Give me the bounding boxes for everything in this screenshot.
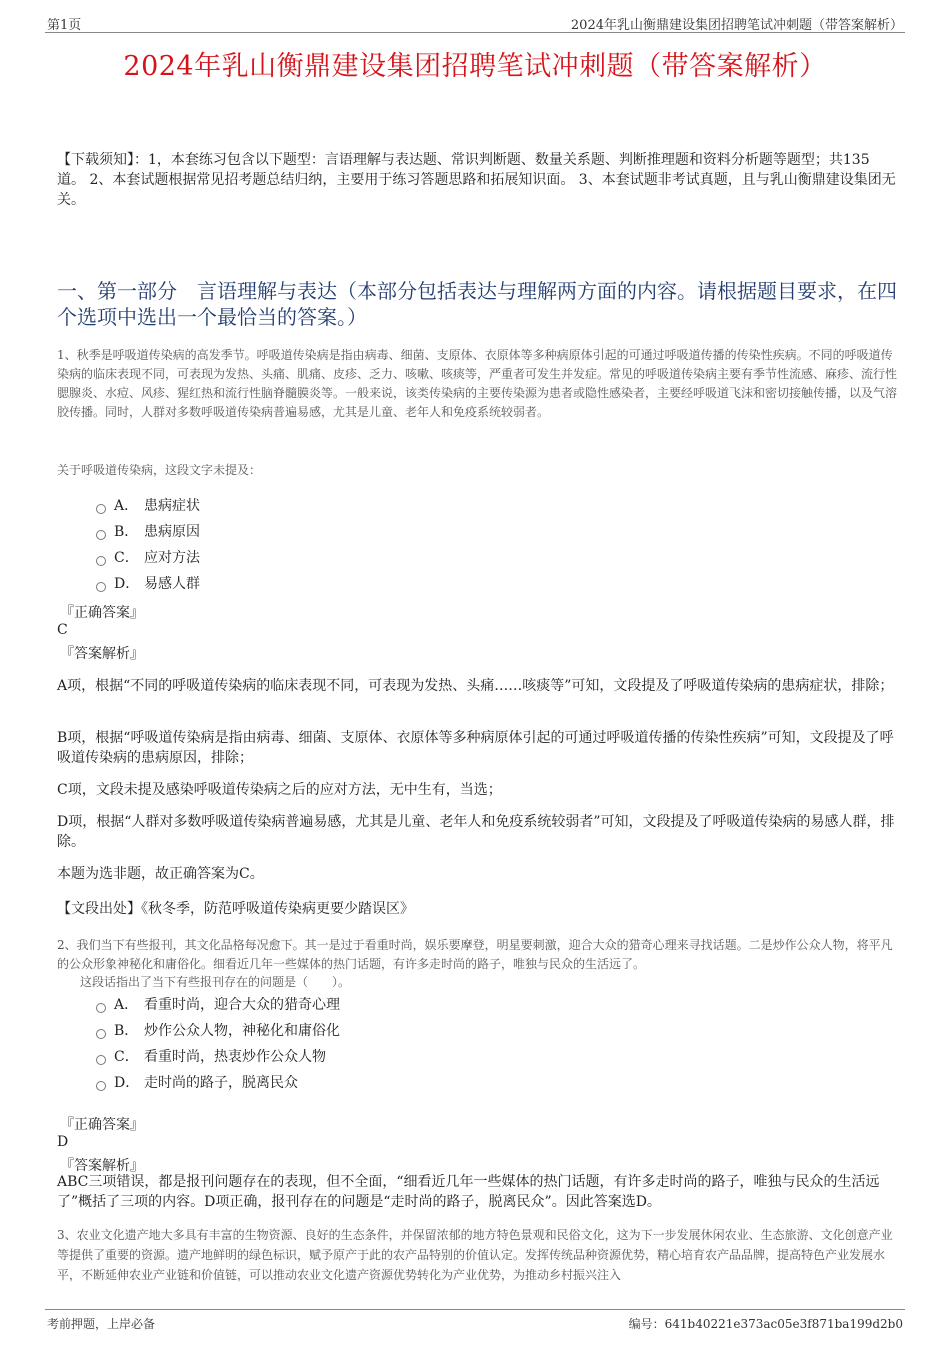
radio-icon[interactable] — [96, 556, 106, 566]
option-letter: C． — [114, 550, 139, 566]
question-1-prompt: 关于呼吸道传染病，这段文字未提及： — [57, 463, 262, 477]
correct-answer-label: 『正确答案』 — [60, 605, 144, 621]
option-text: 走时尚的路子，脱离民众 — [144, 1075, 298, 1091]
document-id: 编号：641b40221e373ac05e3f871ba199d2b0 — [628, 1317, 903, 1331]
option-letter: A． — [114, 997, 139, 1013]
page-number: 第1页 — [47, 18, 82, 33]
option-b[interactable] — [96, 519, 200, 545]
radio-icon[interactable] — [96, 530, 106, 540]
radio-icon[interactable] — [96, 1003, 106, 1013]
document-title: 2024年乳山衡鼎建设集团招聘笔试冲刺题（带答案解析） — [123, 51, 827, 82]
option-letter: D． — [114, 1075, 140, 1091]
running-header-title: 2024年乳山衡鼎建设集团招聘笔试冲刺题（带答案解析） — [570, 18, 903, 33]
correct-answer-value: C — [57, 622, 68, 638]
question-3-text: 3、农业文化遗产地大多具有丰富的生物资源、良好的生态条件，并保留浓郁的地方特色景观和民俗文化，这为下一步发展休闲农业、生态旅游、文化创意产业等提供了重要的资源。遗产地鲜明的绿色标识，赋予原产于此的农产品特别的价值认定。发挥传统品种资源优势，精心培育农产品品牌，提高特色产业发展水平，不断延伸农业产业链和价值链，可以推动农业文化遗产资源优势转化为产业优势，为推动乡村振兴注入 — [57, 1228, 893, 1282]
passage-source: 【文段出处】《秋冬季，防范呼吸道传染病更要少踏误区》 — [57, 901, 414, 917]
option-letter: D． — [114, 576, 140, 592]
question-2-text: 2、我们当下有些报刊，其文化品格每况愈下。其一是过于看重时尚，娱乐要摩登，明星要刺激，迎合大众的猎奇心理来寻找话题。二是炒作公众人物，将平凡的公众形象神秘化和庸俗化。细看近几年一些媒体的热门话题，有许多走时尚的路子，唯独与民众的生活远了。 — [57, 938, 893, 971]
option-letter: A． — [114, 498, 139, 514]
header-divider — [45, 32, 905, 33]
analysis-paragraph: D项，根据“人群对多数呼吸道传染病普遍易感，尤其是儿童、老年人和免疫系统较弱者”可知，文段提及了呼吸道传染病的易感人群，排除。 — [57, 814, 895, 850]
option-text: 看重时尚，热衷炒作公众人物 — [144, 1049, 326, 1065]
correct-answer-label: 『正确答案』 — [60, 1117, 144, 1133]
radio-icon[interactable] — [96, 582, 106, 592]
correct-answer-value: D — [57, 1134, 69, 1150]
option-b[interactable] — [96, 1018, 340, 1044]
option-text: 炒作公众人物，神秘化和庸俗化 — [144, 1023, 340, 1039]
option-letter: B． — [114, 524, 139, 540]
question-1-text: 1、秋季是呼吸道传染病的高发季节。呼吸道传染病是指由病毒、细菌、支原体、衣原体等多种病原体引起的可通过呼吸道传播的传染性疾病。不同的呼吸道传染病的临床表现不同，可表现为发热、头痛、肌痛、皮疹、乏力、咳嗽、咳痰等，严重者可发生并发症。常见的呼吸道传染病主要有季节性流感、麻疹、流行性腮腺炎、水痘、风疹、猩红热和流行性脑脊髓膜炎等。一般来说，该类传染病的主要传染源为患者或隐性感染者，主要经呼吸道飞沫和密切接触传播，以及气溶胶传播。同时，人群对多数呼吸道传染病普遍易感，尤其是儿童、老年人和免疫系统较弱者。 — [57, 348, 898, 419]
option-text: 患病原因 — [144, 524, 200, 540]
option-a[interactable] — [96, 992, 340, 1018]
radio-icon[interactable] — [96, 504, 106, 514]
analysis-conclusion: 本题为选非题，故正确答案为C。 — [57, 866, 264, 882]
footer-divider — [45, 1309, 905, 1310]
option-d[interactable] — [96, 1070, 340, 1096]
analysis-paragraph: ABC三项错误，都是报刊问题存在的表现，但不全面，“细看近几年一些媒体的热门话题，有许多走时尚的路子，唯独与民众的生活远了”概括了三项的内容。D项正确，报刊存在的问题是“走时尚的路子，脱离民众”。因此答案选D。 — [57, 1174, 880, 1210]
option-text: 应对方法 — [144, 550, 200, 566]
footer-slogan: 考前押题，上岸必备 — [47, 1317, 156, 1331]
option-text: 看重时尚，迎合大众的猎奇心理 — [144, 997, 340, 1013]
analysis-paragraph: C项，文段未提及感染呼吸道传染病之后的应对方法，无中生有，当选； — [57, 782, 502, 798]
radio-icon[interactable] — [96, 1029, 106, 1039]
analysis-paragraph: B项，根据“呼吸道传染病是指由病毒、细菌、支原体、衣原体等多种病原体引起的可通过呼吸道传播的传染性疾病”可知，文段提及了呼吸道传染病的患病原因，排除； — [57, 730, 894, 766]
option-letter: C． — [114, 1049, 139, 1065]
analysis-label: 『答案解析』 — [60, 1158, 144, 1174]
option-d[interactable] — [96, 571, 200, 597]
question-2-options — [96, 992, 340, 1096]
radio-icon[interactable] — [96, 1081, 106, 1091]
analysis-paragraph: A项，根据“不同的呼吸道传染病的临床表现不同，可表现为发热、头痛……咳痰等”可知，文段提及了呼吸道传染病的患病症状，排除； — [57, 678, 894, 694]
question-2-prompt: 这段话指出了当下有些报刊存在的问题是（ ）。 — [80, 975, 351, 989]
section-heading: 一、第一部分 言语理解与表达（本部分包括表达与理解两方面的内容。请根据题目要求，在四个选项中选出一个最恰当的答案。） — [57, 279, 897, 329]
option-text: 易感人群 — [144, 576, 200, 592]
analysis-label: 『答案解析』 — [60, 646, 144, 662]
option-c[interactable] — [96, 1044, 340, 1070]
option-text: 患病症状 — [144, 498, 200, 514]
radio-icon[interactable] — [96, 1055, 106, 1065]
option-letter: B． — [114, 1023, 139, 1039]
option-c[interactable] — [96, 545, 200, 571]
question-1-options — [96, 493, 200, 597]
download-notice: 【下载须知】：1，本套练习包含以下题型：言语理解与表达题、常识判断题、数量关系题、判断推理题和资料分析题等题型；共135道。 2、本套试题根据常见招考题总结归纳，主要用于练习答题思路和拓展知识面。 3、本套试题非考试真题，且与乳山衡鼎建设集团无关。 — [57, 152, 896, 208]
option-a[interactable] — [96, 493, 200, 519]
